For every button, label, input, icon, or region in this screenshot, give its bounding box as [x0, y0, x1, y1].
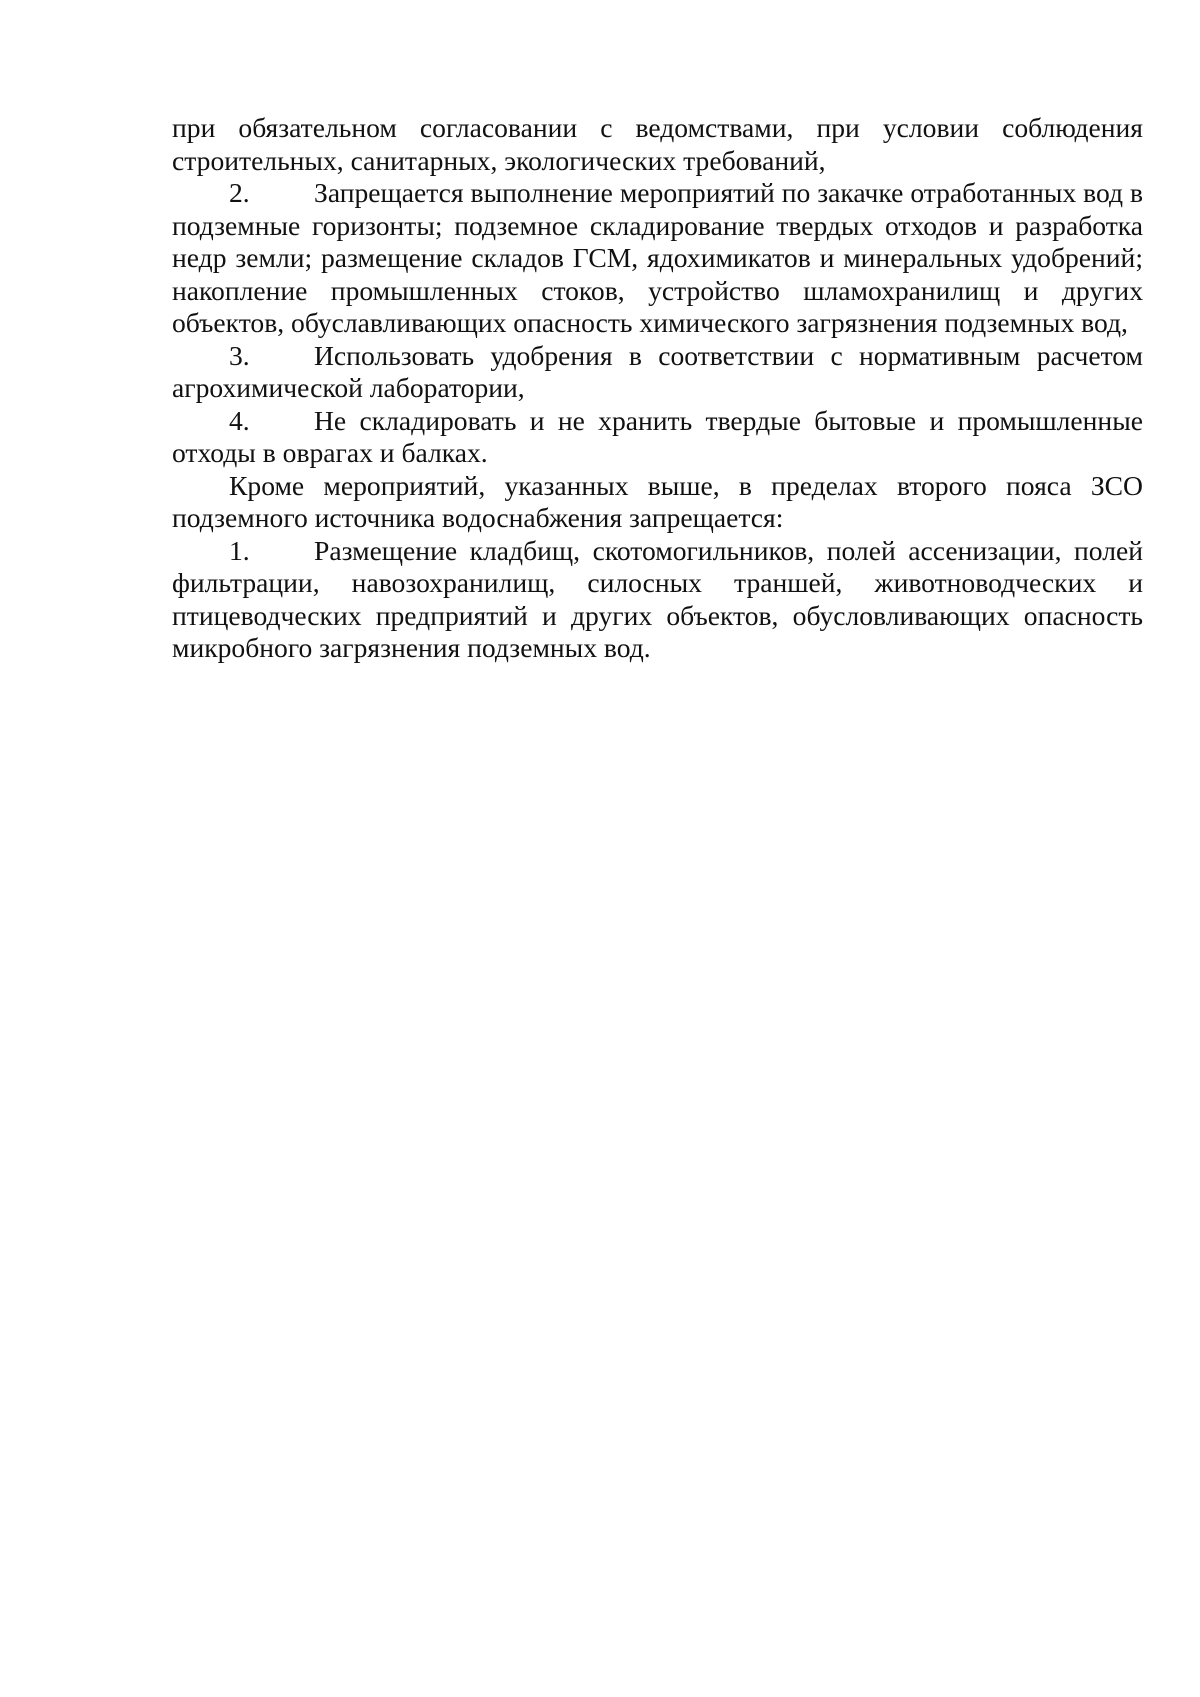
- list-item-text: Запрещается выполнение мероприятий по закачке отработанных вод в подземные горизонты; подземное складирование твердых отходов и разработка недр земли; размещение складов ГСМ, ядохимикатов и минеральных удобрений; накопление промышленных стоков, устройство шламохранилищ и других объектов, обуславливающих опасность химического загрязнения подземных вод,: [172, 177, 1143, 338]
- document-page: [172, 112, 1143, 665]
- list-item-text: Использовать удобрения в соответствии с нормативным расчетом агрохимической лаборатории,: [172, 339, 1143, 403]
- second-zone-intro-paragraph: Кроме мероприятий, указанных выше, в пределах второго пояса ЗСО подземного источника водоснабжения запрещается:: [172, 469, 1143, 533]
- list-item-2: [172, 177, 1143, 340]
- list-item-number: 4.: [229, 404, 250, 436]
- list-item-1: [172, 535, 1143, 665]
- list-item-number: 1.: [229, 534, 250, 566]
- list-item-text: Размещение кладбищ, скотомогильников, полей ассенизации, полей фильтрации, навозохранилищ, силосных траншей, животноводческих и птицеводческих предприятий и других объектов, обусловливающих опасность микробного загрязнения подземных вод.: [172, 534, 1143, 663]
- list-item-number: 2.: [229, 177, 250, 208]
- list-item-3: [172, 340, 1143, 405]
- intro-continuation-paragraph: при обязательном согласовании с ведомствами, при условии соблюдения строительных, санитарных, экологических требований,: [172, 112, 1143, 176]
- list-item-4: [172, 405, 1143, 470]
- list-item-text: Не складировать и не хранить твердые бытовые и промышленные отходы в оврагах и балках.: [172, 404, 1143, 468]
- list-item-number: 3.: [229, 339, 250, 371]
